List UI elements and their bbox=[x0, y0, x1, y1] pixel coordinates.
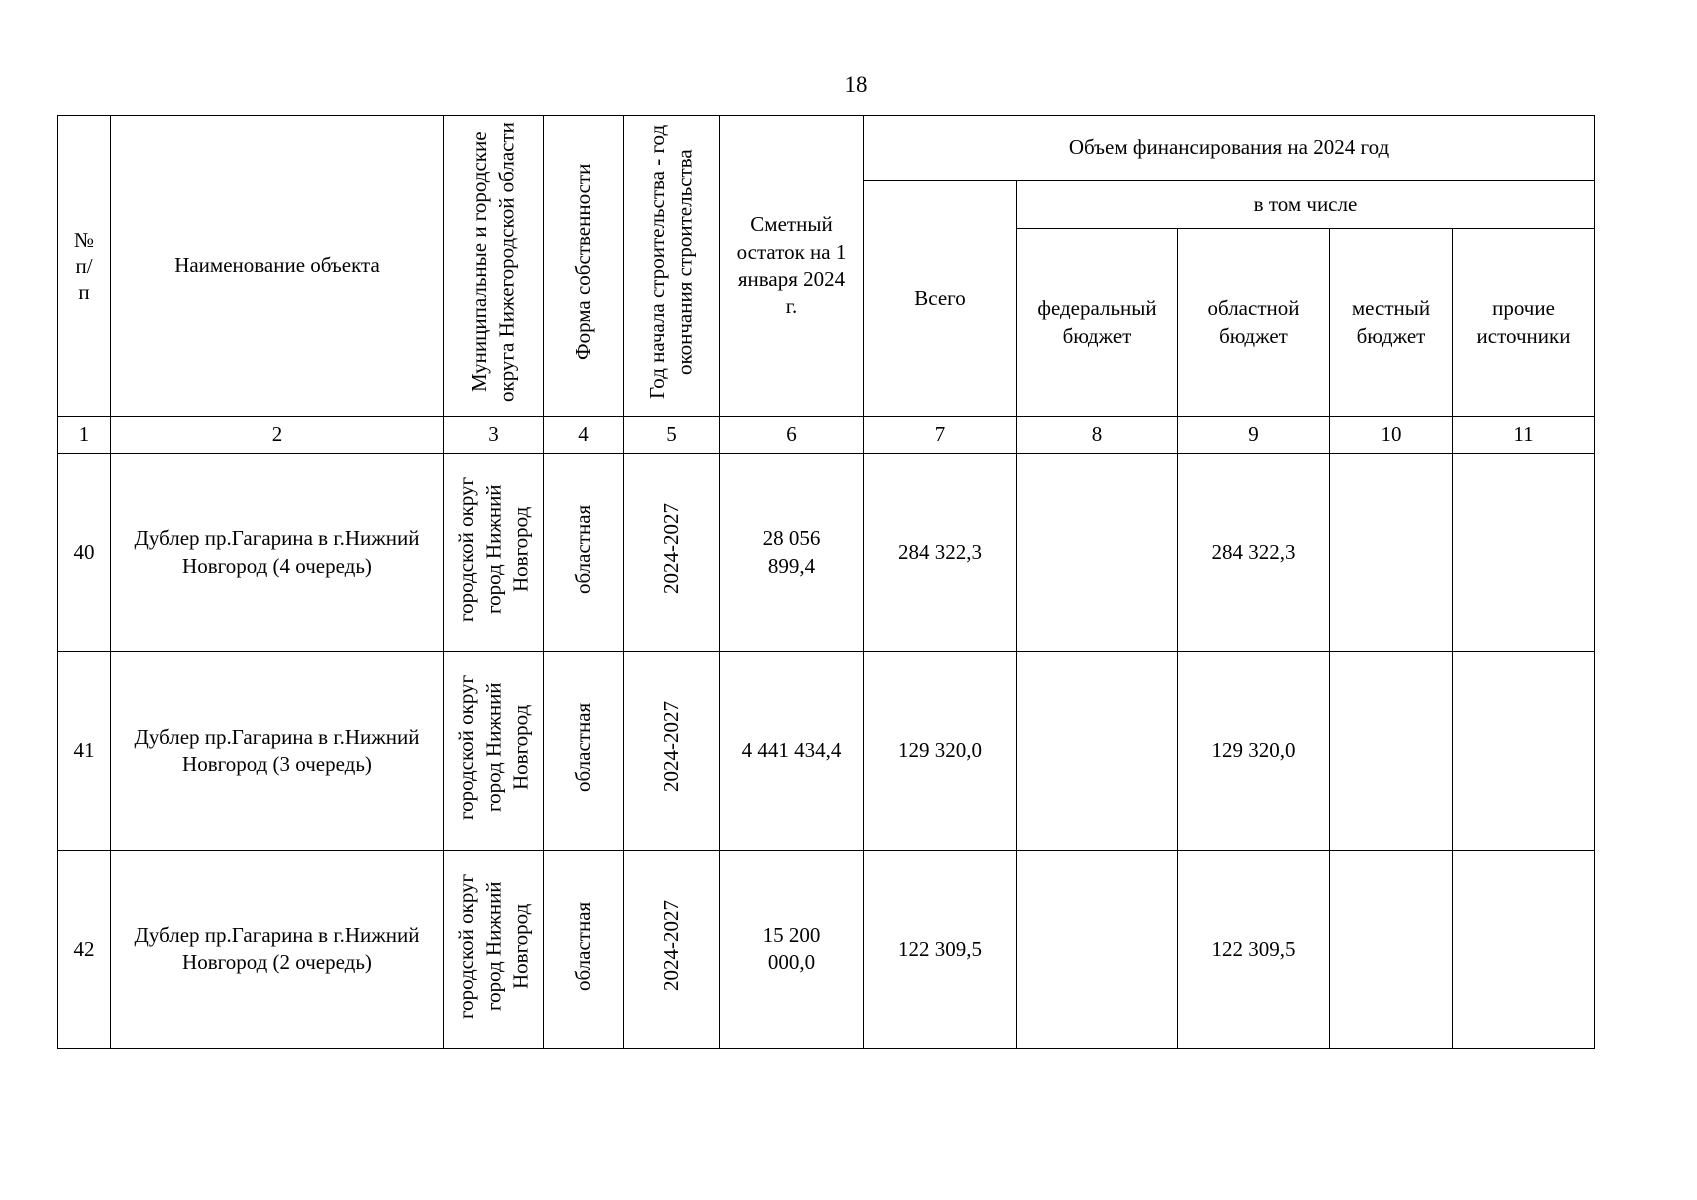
row-regional: 122 309,5 bbox=[1178, 850, 1330, 1048]
header-years bbox=[624, 116, 720, 417]
header-estimate: Сметный остаток на 1 января 2024 г. bbox=[720, 116, 864, 417]
table-row bbox=[58, 652, 1595, 850]
header-financing: Объем финансирования на 2024 год bbox=[864, 116, 1595, 181]
row-num: 41 bbox=[58, 652, 111, 850]
row-ownership-text: областная bbox=[570, 702, 595, 792]
row-federal bbox=[1017, 652, 1178, 850]
row-years bbox=[624, 850, 720, 1048]
row-municipal-text: городской округ город Нижний Новгород bbox=[453, 674, 533, 820]
row-years-text: 2024-2027 bbox=[658, 701, 683, 793]
column-number: 9 bbox=[1178, 417, 1330, 454]
row-regional: 129 320,0 bbox=[1178, 652, 1330, 850]
header-ownership-text: Форма собственности bbox=[570, 164, 595, 361]
row-municipal bbox=[444, 454, 544, 652]
header-ownership bbox=[544, 116, 624, 417]
column-number: 1 bbox=[58, 417, 111, 454]
row-years-text: 2024-2027 bbox=[658, 900, 683, 992]
row-name: Дублер пр.Гагарина в г.Нижний Новгород (4 очередь) bbox=[111, 454, 444, 652]
row-estimate: 15 200 000,0 bbox=[720, 850, 864, 1048]
row-municipal bbox=[444, 850, 544, 1048]
header-name: Наименование объекта bbox=[111, 116, 444, 417]
header-local: местный бюджет bbox=[1330, 229, 1453, 417]
header-num: № п/ п bbox=[58, 116, 111, 417]
row-other bbox=[1453, 850, 1595, 1048]
row-municipal bbox=[444, 652, 544, 850]
row-total: 122 309,5 bbox=[864, 850, 1017, 1048]
column-number: 11 bbox=[1453, 417, 1595, 454]
row-name: Дублер пр.Гагарина в г.Нижний Новгород (2 очередь) bbox=[111, 850, 444, 1048]
row-federal bbox=[1017, 454, 1178, 652]
table-row bbox=[58, 454, 1595, 652]
row-other bbox=[1453, 652, 1595, 850]
page-number: 18 bbox=[844, 72, 868, 97]
column-numbers-row bbox=[58, 417, 1595, 454]
row-estimate: 4 441 434,4 bbox=[720, 652, 864, 850]
row-ownership bbox=[544, 652, 624, 850]
row-federal bbox=[1017, 850, 1178, 1048]
header-other: прочие источники bbox=[1453, 229, 1595, 417]
header-row-1 bbox=[58, 116, 1595, 181]
row-total: 129 320,0 bbox=[864, 652, 1017, 850]
table-row bbox=[58, 850, 1595, 1048]
column-number: 2 bbox=[111, 417, 444, 454]
header-federal: федеральный бюджет bbox=[1017, 229, 1178, 417]
row-name: Дублер пр.Гагарина в г.Нижний Новгород (3 очередь) bbox=[111, 652, 444, 850]
row-regional: 284 322,3 bbox=[1178, 454, 1330, 652]
row-years bbox=[624, 454, 720, 652]
header-municipal bbox=[444, 116, 544, 417]
column-number: 3 bbox=[444, 417, 544, 454]
row-municipal-text: городской округ город Нижний Новгород bbox=[453, 873, 533, 1019]
row-years-text: 2024-2027 bbox=[658, 503, 683, 595]
row-years bbox=[624, 652, 720, 850]
row-other bbox=[1453, 454, 1595, 652]
row-num: 40 bbox=[58, 454, 111, 652]
row-num: 42 bbox=[58, 850, 111, 1048]
row-local bbox=[1330, 652, 1453, 850]
header-total: Всего bbox=[864, 181, 1017, 417]
column-number: 7 bbox=[864, 417, 1017, 454]
header-including: в том числе bbox=[1017, 181, 1595, 229]
row-local bbox=[1330, 850, 1453, 1048]
header-regional: областной бюджет bbox=[1178, 229, 1330, 417]
financing-table bbox=[57, 115, 1595, 1049]
column-number: 5 bbox=[624, 417, 720, 454]
row-ownership bbox=[544, 454, 624, 652]
row-ownership bbox=[544, 850, 624, 1048]
column-number: 8 bbox=[1017, 417, 1178, 454]
column-number: 10 bbox=[1330, 417, 1453, 454]
row-ownership-text: областная bbox=[570, 901, 595, 991]
row-municipal-text: городской округ город Нижний Новгород bbox=[453, 476, 533, 622]
row-estimate: 28 056 899,4 bbox=[720, 454, 864, 652]
column-number: 6 bbox=[720, 417, 864, 454]
row-total: 284 322,3 bbox=[864, 454, 1017, 652]
header-municipal-text: Муниципальные и городские округа Нижегородской области bbox=[467, 122, 519, 403]
row-ownership-text: областная bbox=[570, 504, 595, 594]
header-years-text: Год начала строительства - год окончания строительства bbox=[645, 125, 697, 400]
row-local bbox=[1330, 454, 1453, 652]
column-number: 4 bbox=[544, 417, 624, 454]
